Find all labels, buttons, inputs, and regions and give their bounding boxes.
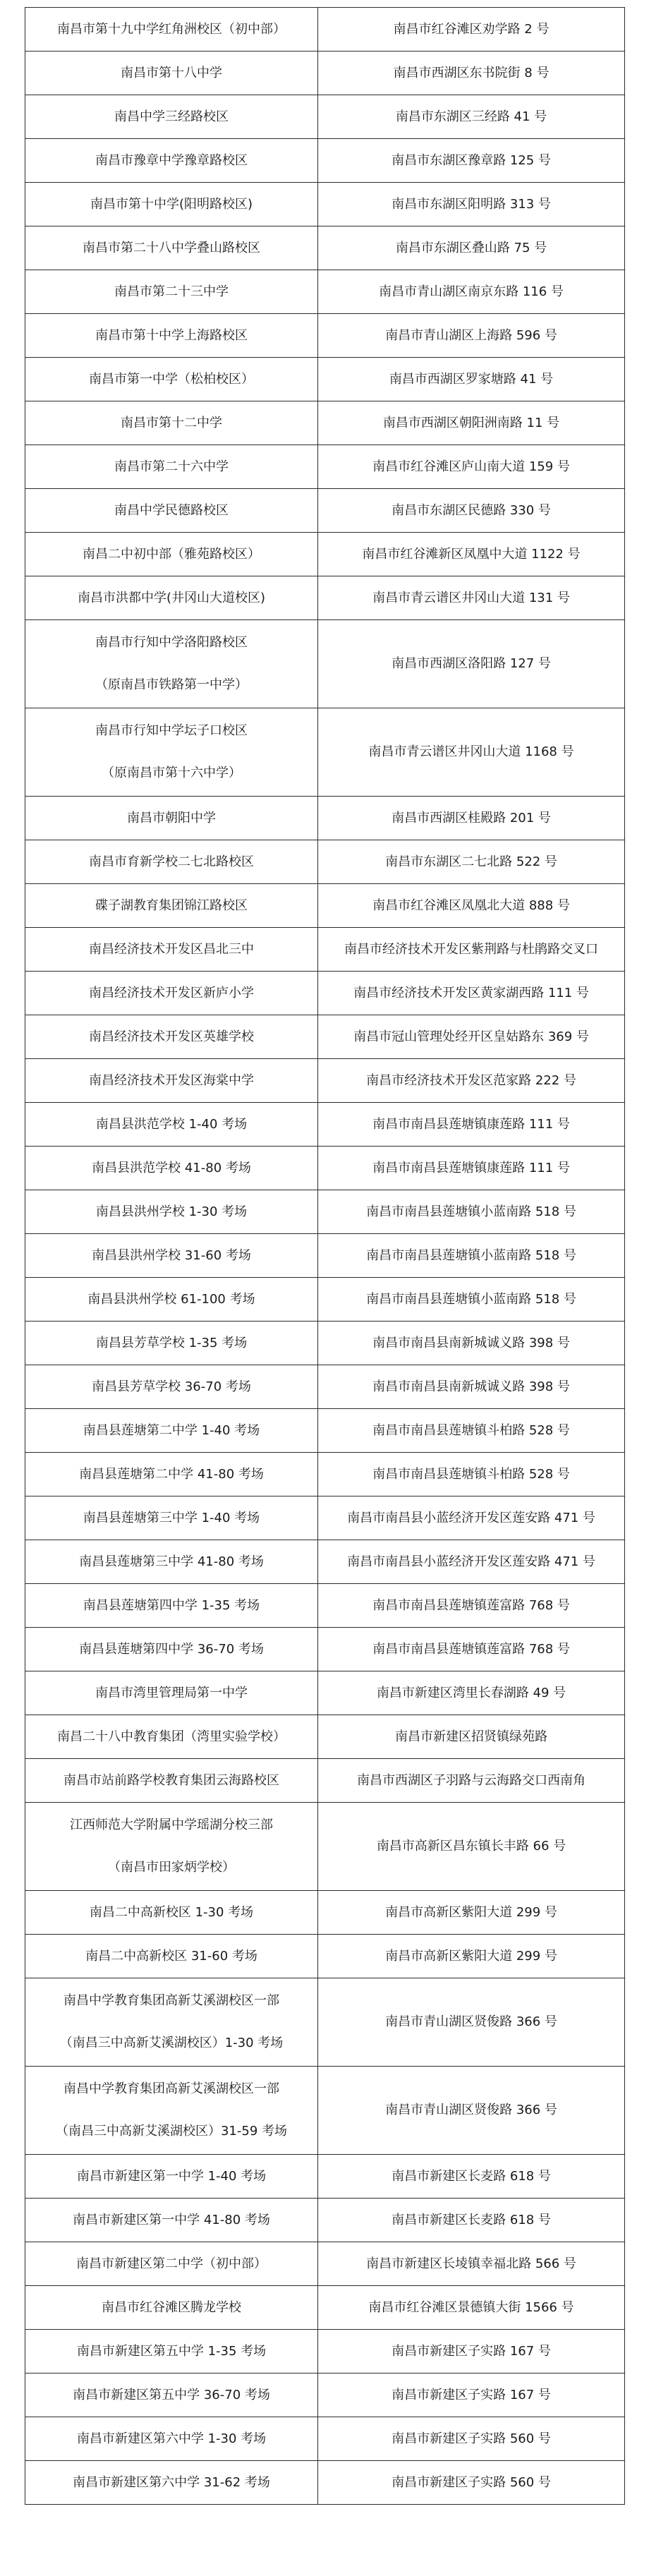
venue-address-cell: 南昌市西湖区东书院街 8 号 — [318, 52, 625, 95]
venue-name-cell — [25, 489, 318, 533]
venue-name-line: 南昌市第二十八中学叠山路校区 — [83, 240, 260, 255]
venue-address-cell: 南昌市经济技术开发区范家路 222 号 — [318, 1059, 625, 1103]
venue-address-cell: 南昌市南昌县莲塘镇小蓝南路 518 号 — [318, 1190, 625, 1234]
venue-name-cell — [25, 358, 318, 401]
venue-address-cell: 南昌市东湖区阳明路 313 号 — [318, 183, 625, 226]
venue-address-cell: 南昌市新建区长麦路 618 号 — [318, 2155, 625, 2199]
venue-name-line: 南昌县洪范学校 1-40 考场 — [95, 1116, 248, 1132]
venue-name-line: （南昌三中高新艾溪湖校区）31-59 考场 — [55, 2124, 288, 2139]
venue-name-cell — [25, 401, 318, 445]
venue-name-cell — [25, 1147, 318, 1190]
venue-name-cell — [25, 445, 318, 489]
venue-address-cell: 南昌市红谷滩区凤凰北大道 888 号 — [318, 884, 625, 928]
venue-name-cell — [25, 620, 318, 708]
venue-name-cell — [25, 2417, 318, 2461]
venue-address-cell: 南昌市东湖区民德路 330 号 — [318, 489, 625, 533]
table-row — [25, 1015, 625, 1059]
venue-name-cell — [25, 1891, 318, 1935]
venue-name-line: （原南昌市铁路第一中学） — [95, 677, 248, 692]
venue-name-line: 碟子湖教育集团锦江路校区 — [95, 897, 248, 913]
venue-name-line: 南昌县洪州学校 1-30 考场 — [95, 1204, 248, 1219]
venue-name-line: 南昌市新建区第一中学 1-40 考场 — [76, 2168, 267, 2184]
venue-name-line: 南昌市新建区第五中学 1-35 考场 — [76, 2343, 267, 2359]
table-row — [25, 2330, 625, 2374]
venue-name-line: 南昌市第二十六中学 — [114, 459, 229, 474]
venue-address-cell: 南昌市新建区长麦路 618 号 — [318, 2199, 625, 2242]
venue-name-cell — [25, 1715, 318, 1759]
venue-name-line: 南昌市育新学校二七北路校区 — [89, 854, 254, 869]
table-row — [25, 1759, 625, 1803]
venue-name-cell — [25, 1584, 318, 1628]
table-row — [25, 708, 625, 797]
venue-address-cell: 南昌市西湖区桂殿路 201 号 — [318, 797, 625, 840]
venue-name-line: （南昌市田家炳学校） — [108, 1860, 235, 1875]
venue-address-cell: 南昌市新建区招贤镇绿苑路 — [318, 1715, 625, 1759]
venue-name-cell — [25, 183, 318, 226]
venue-address-cell: 南昌市南昌县莲塘镇莲富路 768 号 — [318, 1628, 625, 1671]
venue-address-cell: 南昌市东湖区豫章路 125 号 — [318, 139, 625, 183]
table-row — [25, 1103, 625, 1147]
table-row — [25, 2067, 625, 2155]
venue-address-cell: 南昌市南昌县莲塘镇康莲路 111 号 — [318, 1103, 625, 1147]
table-row — [25, 884, 625, 928]
venue-name-line: 南昌二中初中部（雅苑路校区） — [83, 546, 260, 562]
venue-name-cell — [25, 840, 318, 884]
venue-address-cell: 南昌市青山湖区南京东路 116 号 — [318, 270, 625, 314]
venue-name-cell — [25, 1803, 318, 1891]
venue-address-cell: 南昌市青云谱区井冈山大道 1168 号 — [318, 708, 625, 797]
venue-name-line: 南昌中学教育集团高新艾溪湖校区一部 — [63, 1993, 279, 2008]
venue-address-cell: 南昌市南昌县小蓝经济开发区莲安路 471 号 — [318, 1540, 625, 1584]
venue-name-line: 南昌中学民德路校区 — [114, 502, 229, 518]
venue-address-cell: 南昌市南昌县莲塘镇斗柏路 528 号 — [318, 1409, 625, 1453]
table-row — [25, 928, 625, 972]
table-row — [25, 1059, 625, 1103]
venue-name-cell — [25, 576, 318, 620]
table-row — [25, 183, 625, 226]
venue-address-cell: 南昌市新建区子实路 560 号 — [318, 2417, 625, 2461]
venue-address-cell: 南昌市南昌县南新城诚义路 398 号 — [318, 1365, 625, 1409]
table-row — [25, 2199, 625, 2242]
venue-name-line: 南昌市站前路学校教育集团云海路校区 — [63, 1772, 279, 1788]
table-row — [25, 270, 625, 314]
table-row — [25, 1147, 625, 1190]
venue-address-cell: 南昌市南昌县南新城诚义路 398 号 — [318, 1322, 625, 1365]
table-row — [25, 2461, 625, 2505]
venue-name-cell — [25, 52, 318, 95]
table-row — [25, 576, 625, 620]
table-row — [25, 2286, 625, 2330]
venue-address-cell: 南昌市青山湖区贤俊路 366 号 — [318, 1978, 625, 2067]
venue-address-cell: 南昌市红谷滩新区凤凰中大道 1122 号 — [318, 533, 625, 576]
table-row — [25, 840, 625, 884]
table-row — [25, 139, 625, 183]
venue-name-line: 南昌市第一中学（松柏校区） — [89, 371, 254, 387]
venue-name-line: 南昌市朝阳中学 — [127, 810, 216, 826]
venue-address-cell: 南昌市高新区紫阳大道 299 号 — [318, 1935, 625, 1978]
table-row — [25, 2374, 625, 2417]
venue-name-line: 南昌二中高新校区 31-60 考场 — [85, 1948, 257, 1964]
venue-name-cell — [25, 2461, 318, 2505]
venue-address-cell: 南昌市东湖区叠山路 75 号 — [318, 226, 625, 270]
venue-name-cell — [25, 708, 318, 797]
venue-name-cell — [25, 797, 318, 840]
venue-name-cell — [25, 2374, 318, 2417]
table-row — [25, 358, 625, 401]
venue-table-body — [25, 8, 625, 2505]
venue-name-cell — [25, 1628, 318, 1671]
venue-name-cell — [25, 1322, 318, 1365]
venue-name-cell — [25, 1978, 318, 2067]
venue-name-cell — [25, 884, 318, 928]
table-row — [25, 972, 625, 1015]
venue-name-line: 南昌县莲塘第四中学 1-35 考场 — [83, 1597, 260, 1613]
venue-address-cell: 南昌市新建区子实路 167 号 — [318, 2374, 625, 2417]
venue-address-cell: 南昌市南昌县莲塘镇莲富路 768 号 — [318, 1584, 625, 1628]
venue-name-cell — [25, 1234, 318, 1278]
venue-name-line: 南昌市第十中学上海路校区 — [95, 327, 248, 343]
venue-name-cell — [25, 2286, 318, 2330]
venue-name-cell — [25, 1365, 318, 1409]
venue-name-cell — [25, 972, 318, 1015]
venue-name-cell — [25, 2242, 318, 2286]
venue-name-line: 南昌市行知中学洛阳路校区 — [95, 635, 248, 650]
venue-name-cell — [25, 2199, 318, 2242]
venue-address-cell: 南昌市南昌县莲塘镇康莲路 111 号 — [318, 1147, 625, 1190]
venue-address-cell: 南昌市东湖区二七北路 522 号 — [318, 840, 625, 884]
venue-name-cell — [25, 1540, 318, 1584]
venue-address-cell: 南昌市青云谱区井冈山大道 131 号 — [318, 576, 625, 620]
table-row — [25, 1584, 625, 1628]
table-row — [25, 8, 625, 52]
table-row — [25, 226, 625, 270]
table-row — [25, 445, 625, 489]
venue-name-cell — [25, 1453, 318, 1496]
table-row — [25, 1190, 625, 1234]
venue-name-cell — [25, 1409, 318, 1453]
venue-name-line: 南昌市洪都中学(井冈山大道校区) — [77, 590, 266, 605]
venue-name-cell — [25, 928, 318, 972]
table-row — [25, 1234, 625, 1278]
venue-address-cell: 南昌市新建区子实路 167 号 — [318, 2330, 625, 2374]
venue-name-cell — [25, 1059, 318, 1103]
venue-name-line: 南昌县莲塘第三中学 1-40 考场 — [83, 1510, 260, 1525]
table-row — [25, 1540, 625, 1584]
venue-address-cell: 南昌市南昌县莲塘镇斗柏路 528 号 — [318, 1453, 625, 1496]
venue-address-cell: 南昌市高新区紫阳大道 299 号 — [318, 1891, 625, 1935]
venue-name-line: 南昌二十八中教育集团（湾里实验学校） — [57, 1729, 286, 1744]
venue-name-line: 南昌市豫章中学豫章路校区 — [95, 152, 248, 168]
venue-name-line: 南昌中学教育集团高新艾溪湖校区一部 — [63, 2081, 279, 2096]
venue-address-cell: 南昌市经济技术开发区黄家湖西路 111 号 — [318, 972, 625, 1015]
table-row — [25, 1978, 625, 2067]
venue-address-cell: 南昌市红谷滩区劝学路 2 号 — [318, 8, 625, 52]
venue-address-cell: 南昌市西湖区罗家塘路 41 号 — [318, 358, 625, 401]
table-row — [25, 1891, 625, 1935]
venue-name-cell — [25, 533, 318, 576]
venue-address-cell: 南昌市青山湖区贤俊路 366 号 — [318, 2067, 625, 2155]
table-row — [25, 1496, 625, 1540]
venue-name-line: 南昌市红谷滩区腾龙学校 — [102, 2299, 241, 2315]
venue-name-line: 南昌县芳草学校 1-35 考场 — [95, 1335, 248, 1350]
venue-name-cell — [25, 2330, 318, 2374]
table-row — [25, 95, 625, 139]
venue-address-cell: 南昌市西湖区朝阳洲南路 11 号 — [318, 401, 625, 445]
venue-address-cell: 南昌市南昌县莲塘镇小蓝南路 518 号 — [318, 1234, 625, 1278]
venue-name-line: 南昌市第十中学(阳明路校区) — [90, 196, 253, 212]
venue-name-line: 南昌市新建区第五中学 36-70 考场 — [73, 2387, 270, 2402]
venue-name-line: 南昌市第十九中学红角洲校区（初中部） — [57, 21, 286, 37]
venue-name-cell — [25, 1496, 318, 1540]
venue-name-cell — [25, 1190, 318, 1234]
venue-name-line: 南昌市第十八中学 — [121, 65, 222, 80]
venue-address-cell: 南昌市经济技术开发区紫荆路与杜鹃路交叉口 — [318, 928, 625, 972]
venue-name-cell — [25, 314, 318, 358]
venue-address-cell: 南昌市冠山管理处经开区皇姑路东 369 号 — [318, 1015, 625, 1059]
venue-name-cell — [25, 1278, 318, 1322]
venue-name-line: 南昌经济技术开发区英雄学校 — [89, 1029, 254, 1044]
venue-name-line: 南昌二中高新校区 1-30 考场 — [89, 1904, 254, 1920]
venue-name-line: 南昌经济技术开发区新庐小学 — [89, 985, 254, 1000]
venue-name-line: 南昌经济技术开发区海棠中学 — [89, 1072, 254, 1088]
venue-name-cell — [25, 2067, 318, 2155]
venue-name-line: 南昌县洪州学校 31-60 考场 — [92, 1247, 251, 1263]
table-row — [25, 1803, 625, 1891]
venue-name-line: 南昌市湾里管理局第一中学 — [95, 1685, 248, 1700]
venue-name-line: 南昌市第十二中学 — [121, 415, 222, 430]
venue-address-cell: 南昌市西湖区子羽路与云海路交口西南角 — [318, 1759, 625, 1803]
venue-name-line: （原南昌市第十六中学） — [102, 766, 241, 780]
table-row — [25, 1453, 625, 1496]
table-row — [25, 1278, 625, 1322]
venue-name-line: 南昌市新建区第六中学 31-62 考场 — [73, 2474, 270, 2490]
venue-name-cell — [25, 2155, 318, 2199]
table-row — [25, 533, 625, 576]
table-row — [25, 1409, 625, 1453]
table-row — [25, 1935, 625, 1978]
venue-name-line: 南昌经济技术开发区昌北三中 — [89, 941, 254, 957]
table-row — [25, 2155, 625, 2199]
venue-name-cell — [25, 1671, 318, 1715]
table-row — [25, 489, 625, 533]
venue-name-cell — [25, 95, 318, 139]
venue-name-line: 江西师范大学附属中学瑶湖分校三部 — [70, 1818, 273, 1832]
table-row — [25, 401, 625, 445]
table-row — [25, 2242, 625, 2286]
table-row — [25, 1322, 625, 1365]
venue-name-cell — [25, 8, 318, 52]
venue-name-line: 南昌县莲塘第二中学 1-40 考场 — [83, 1422, 260, 1438]
venue-address-cell: 南昌市新建区子实路 560 号 — [318, 2461, 625, 2505]
venue-name-cell — [25, 226, 318, 270]
venue-name-line: 南昌市新建区第六中学 1-30 考场 — [76, 2431, 267, 2446]
venue-name-cell — [25, 270, 318, 314]
table-row — [25, 1628, 625, 1671]
venue-name-line: 南昌县莲塘第二中学 41-80 考场 — [79, 1466, 264, 1482]
venue-name-cell — [25, 139, 318, 183]
venue-name-cell — [25, 1103, 318, 1147]
table-row — [25, 620, 625, 708]
venue-name-cell — [25, 1759, 318, 1803]
venue-address-cell: 南昌市高新区昌东镇长丰路 66 号 — [318, 1803, 625, 1891]
venue-address-cell: 南昌市南昌县小蓝经济开发区莲安路 471 号 — [318, 1496, 625, 1540]
venue-address-cell: 南昌市东湖区三经路 41 号 — [318, 95, 625, 139]
venue-name-line: 南昌市行知中学坛子口校区 — [95, 723, 248, 738]
table-row — [25, 1365, 625, 1409]
venue-address-cell: 南昌市南昌县莲塘镇小蓝南路 518 号 — [318, 1278, 625, 1322]
venue-name-line: 南昌市新建区第二中学（初中部） — [76, 2256, 267, 2271]
venue-address-cell: 南昌市新建区湾里长春湖路 49 号 — [318, 1671, 625, 1715]
venue-name-line: 南昌县洪范学校 41-80 考场 — [92, 1160, 251, 1175]
venue-name-line: 南昌县莲塘第三中学 41-80 考场 — [79, 1554, 264, 1569]
venue-name-line: 南昌中学三经路校区 — [114, 109, 229, 124]
table-row — [25, 1715, 625, 1759]
table-row — [25, 314, 625, 358]
table-row — [25, 1671, 625, 1715]
table-row — [25, 52, 625, 95]
venue-name-line: 南昌县洪州学校 61-100 考场 — [87, 1291, 255, 1307]
venue-address-cell: 南昌市红谷滩区庐山南大道 159 号 — [318, 445, 625, 489]
venue-address-cell: 南昌市青山湖区上海路 596 号 — [318, 314, 625, 358]
venue-address-cell: 南昌市新建区长堎镇幸福北路 566 号 — [318, 2242, 625, 2286]
venue-name-line: （南昌三中高新艾溪湖校区）1-30 考场 — [59, 2036, 284, 2050]
venue-address-cell: 南昌市红谷滩区景德镇大街 1566 号 — [318, 2286, 625, 2330]
venue-address-cell: 南昌市西湖区洛阳路 127 号 — [318, 620, 625, 708]
venue-name-line: 南昌市新建区第一中学 41-80 考场 — [73, 2212, 270, 2227]
venue-name-cell — [25, 1935, 318, 1978]
table-row — [25, 2417, 625, 2461]
exam-venue-table — [25, 7, 625, 2505]
table-row — [25, 797, 625, 840]
venue-name-line: 南昌县芳草学校 36-70 考场 — [92, 1379, 251, 1394]
venue-name-cell — [25, 1015, 318, 1059]
venue-name-line: 南昌市第二十三中学 — [114, 284, 229, 299]
venue-name-line: 南昌县莲塘第四中学 36-70 考场 — [79, 1641, 264, 1657]
